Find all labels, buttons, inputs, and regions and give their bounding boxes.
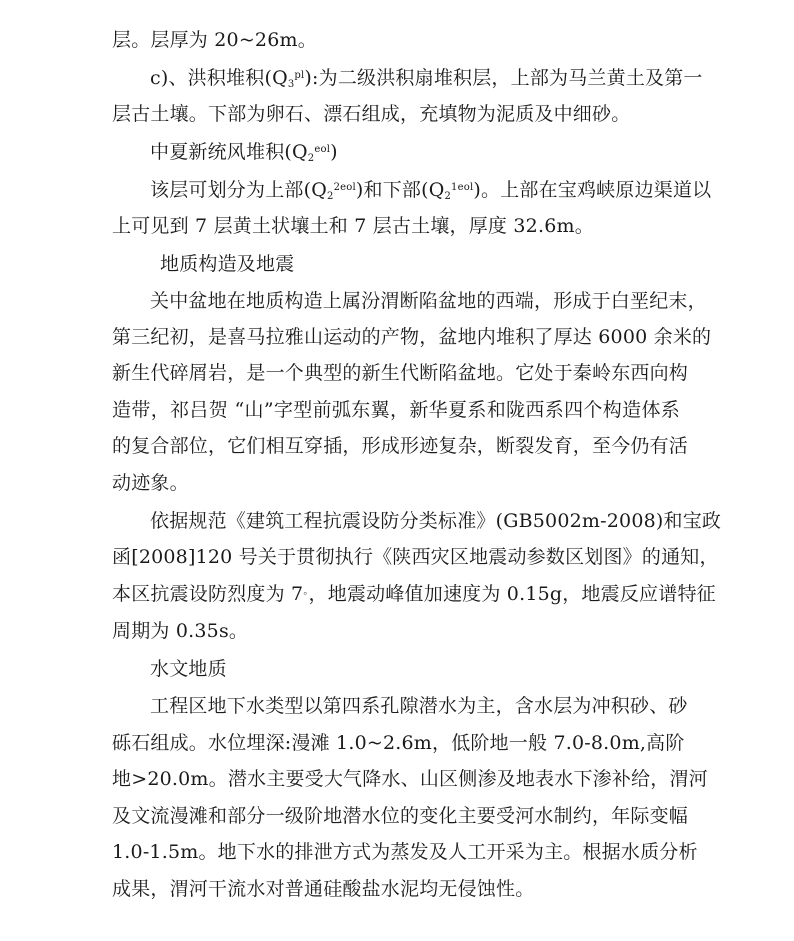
text-line: 本区抗震设防烈度为 7。，地震动峰值加速度为 0.15g，地震反应谱特征 xyxy=(112,583,716,605)
text-line: 砾石组成。水位埋深:漫滩 1.0~2.6m，低阶地一般 7.0-8.0m,高阶 xyxy=(112,732,685,754)
text-line: 上可见到 7 层黄土状壤土和 7 层古土壤，厚度 32.6m。 xyxy=(112,215,594,237)
text-line: 及文流漫滩和部分一级阶地潜水位的变化主要受河水制约，年际变幅 xyxy=(112,805,689,827)
text-line: 层古土壤。下部为卵石、漂石组成，充填物为泥质及中细砂。 xyxy=(112,103,631,125)
text-line: 动迹象。 xyxy=(112,472,189,494)
text-line: 工程区地下水类型以第四系孔隙潜水为主，含水层为冲积砂、砂 xyxy=(150,695,688,717)
section-subheading: 中夏新统风堆积$(Q_2^{eol})$ xyxy=(150,141,338,164)
text-line: 关中盆地在地质构造上属汾渭断陷盆地的西端，形成于白垩纪末， xyxy=(150,290,707,312)
text-line: 的复合部位，它们相互穿插，形成形迹复杂，断裂发育，至今仍有活 xyxy=(112,435,689,457)
text-line: 该层可划分为上部$(Q_2^{2eol})$和下部$(Q_2^{1eol})$。上部在宝鸡峡原边渠道以 xyxy=(150,179,712,202)
text-line: 层。层厚为 20~26m。 xyxy=(112,29,317,51)
text-line: 造带，祁吕贺 “山”字型前弧东翼，新华夏系和陇西系四个构造体系 xyxy=(112,399,680,421)
section-heading: 地质构造及地震 xyxy=(160,253,295,275)
section-heading: 水文地质 xyxy=(150,658,227,680)
text-line: 第三纪初，是喜马拉雅山运动的产物，盆地内堆积了厚达 6000 余米的 xyxy=(112,326,712,348)
text-line: c)、洪积堆积$(Q_3^{pl})$:为二级洪积扇堆积层，上部为马兰黄土及第一 xyxy=(150,67,703,90)
text-line: 依据规范《建筑工程抗震设防分类标准》(GB5002m-2008)和宝政 xyxy=(150,510,722,532)
text-line: 成果，渭河干流水对普通硅酸盐水泥均无侵蚀性。 xyxy=(112,878,535,900)
text-line: 1.0-1.5m。地下水的排泄方式为蒸发及人工开采为主。根据水质分析 xyxy=(112,841,698,863)
text-line: 新生代碎屑岩，是一个典型的新生代断陷盆地。它处于秦岭东西向构 xyxy=(112,362,689,384)
text-line: 周期为 0.35s。 xyxy=(112,620,249,642)
text-line: 地>20.0m。潜水主要受大气降水、山区侧渗及地表水下渗补给，渭河 xyxy=(112,768,708,790)
text-line: 函[2008]120 号关于贯彻执行《陕西灾区地震动参数区划图》的通知， xyxy=(112,546,719,568)
